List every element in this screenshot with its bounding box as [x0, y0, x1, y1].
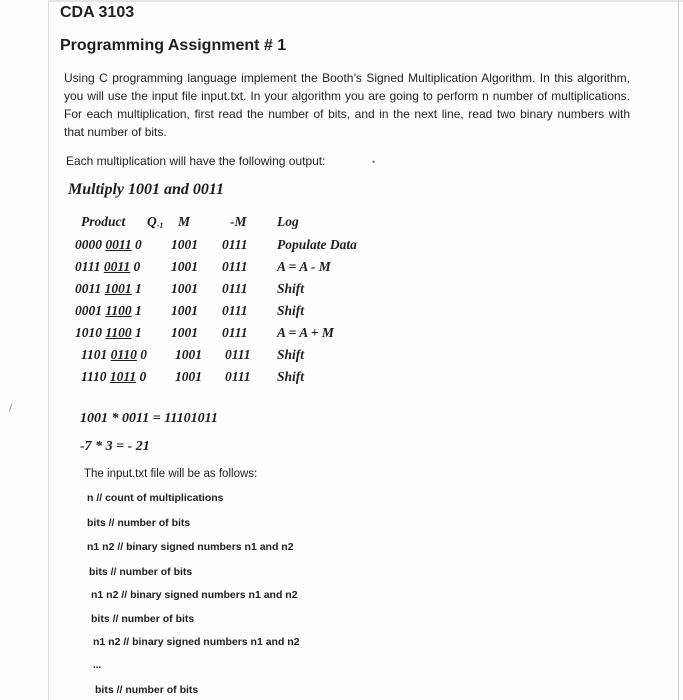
product-high: 1101	[81, 347, 108, 362]
page-left-edge	[48, 0, 49, 700]
input-file-intro: The input.txt file will be as follows:	[84, 468, 258, 480]
input-format-line: bits // number of bits	[87, 517, 191, 529]
assignment-title: Programming Assignment # 1	[60, 37, 287, 54]
log-value: Shift	[277, 303, 305, 318]
q-value: 1	[135, 325, 142, 340]
column-header-q	[147, 214, 163, 230]
product-low: 1011	[109, 369, 137, 384]
booth-trace-table	[75, 214, 385, 394]
m-value: 1001	[171, 281, 198, 296]
q-value: 0	[135, 237, 142, 252]
page-right-edge	[678, 0, 679, 700]
neg-m-value: 0111	[225, 347, 251, 362]
page-top-edge	[48, 0, 683, 2]
input-format-line: n1 n2 // binary signed numbers n1 and n2	[91, 589, 298, 601]
neg-m-value: 0111	[222, 281, 248, 296]
m-value: 1001	[171, 259, 198, 274]
neg-m-value: 0111	[225, 369, 251, 384]
product-low: 1001	[104, 281, 132, 296]
m-value: 1001	[171, 325, 198, 340]
q-value: 0	[140, 347, 148, 362]
m-value: 1001	[175, 369, 202, 384]
output-intro: Each multiplication will have the following output:	[66, 154, 326, 168]
log-value: A = A + M	[277, 325, 334, 340]
neg-m-value: 0111	[222, 325, 248, 340]
input-format-line: bits // number of bits	[91, 613, 195, 625]
product-low: 0011	[105, 237, 132, 252]
product-low: 0011	[103, 259, 131, 274]
input-format-line: bits // number of bits	[89, 566, 193, 578]
column-header-log: Log	[277, 214, 299, 229]
product-high: 0000	[75, 237, 102, 252]
input-format-line: n // count of multiplications	[87, 492, 224, 504]
product-low: 1100	[105, 303, 132, 318]
product-low: 0110	[110, 347, 137, 362]
ellipsis: ...	[93, 660, 102, 671]
example-heading: Multiply 1001 and 0011	[68, 181, 225, 198]
m-value: 1001	[171, 303, 198, 318]
binary-result: 1001 * 0011 = 11101011	[80, 411, 218, 426]
q-value: 1	[135, 281, 142, 296]
q-value: 0	[139, 369, 147, 384]
product-high: 0011	[75, 281, 102, 296]
product-high: 0111	[75, 259, 101, 274]
neg-m-value: 0111	[222, 237, 248, 252]
decimal-result: -7 * 3 = - 21	[80, 439, 150, 454]
log-value: Populate Data	[277, 237, 357, 252]
product-low: 1100	[105, 325, 132, 340]
scan-mark	[9, 404, 15, 413]
input-format-line: n1 n2 // binary signed numbers n1 and n2	[87, 541, 294, 553]
q-value: 0	[133, 259, 141, 274]
log-value: Shift	[277, 347, 305, 362]
column-header-product: Product	[81, 214, 126, 229]
q-value: 1	[135, 303, 142, 318]
log-value: Shift	[277, 369, 305, 384]
neg-m-value: 0111	[222, 303, 248, 318]
product-high: 1010	[75, 325, 102, 340]
log-value: A = A - M	[277, 259, 331, 274]
neg-m-value: 0111	[222, 259, 248, 274]
product-high: 0001	[75, 303, 102, 318]
log-value: Shift	[277, 281, 305, 296]
m-value: 1001	[171, 237, 198, 252]
course-code: CDA 3103	[60, 4, 135, 21]
input-format-line: n1 n2 // binary signed numbers n1 and n2	[93, 636, 300, 648]
column-header-neg-m: -M	[230, 214, 247, 229]
small-mark: •	[372, 157, 376, 167]
m-value: 1001	[175, 347, 202, 362]
assignment-description: Using C programming language implement the Booth’s Signed Multiplication Algorithm. In this algorithm, you will use the input file input.txt. In your algorithm you are going to perform n number of multiplications. For each multiplication, first read the number of bits, and in the next line, read two binary numbers with that number of bits.	[64, 71, 630, 139]
column-header-m: M	[178, 214, 191, 229]
column-header-q-subscript: -1	[156, 221, 164, 230]
column-header-q-letter: Q	[147, 214, 157, 229]
product-high: 1110	[81, 369, 107, 384]
input-format-line: bits // number of bits	[95, 684, 199, 696]
